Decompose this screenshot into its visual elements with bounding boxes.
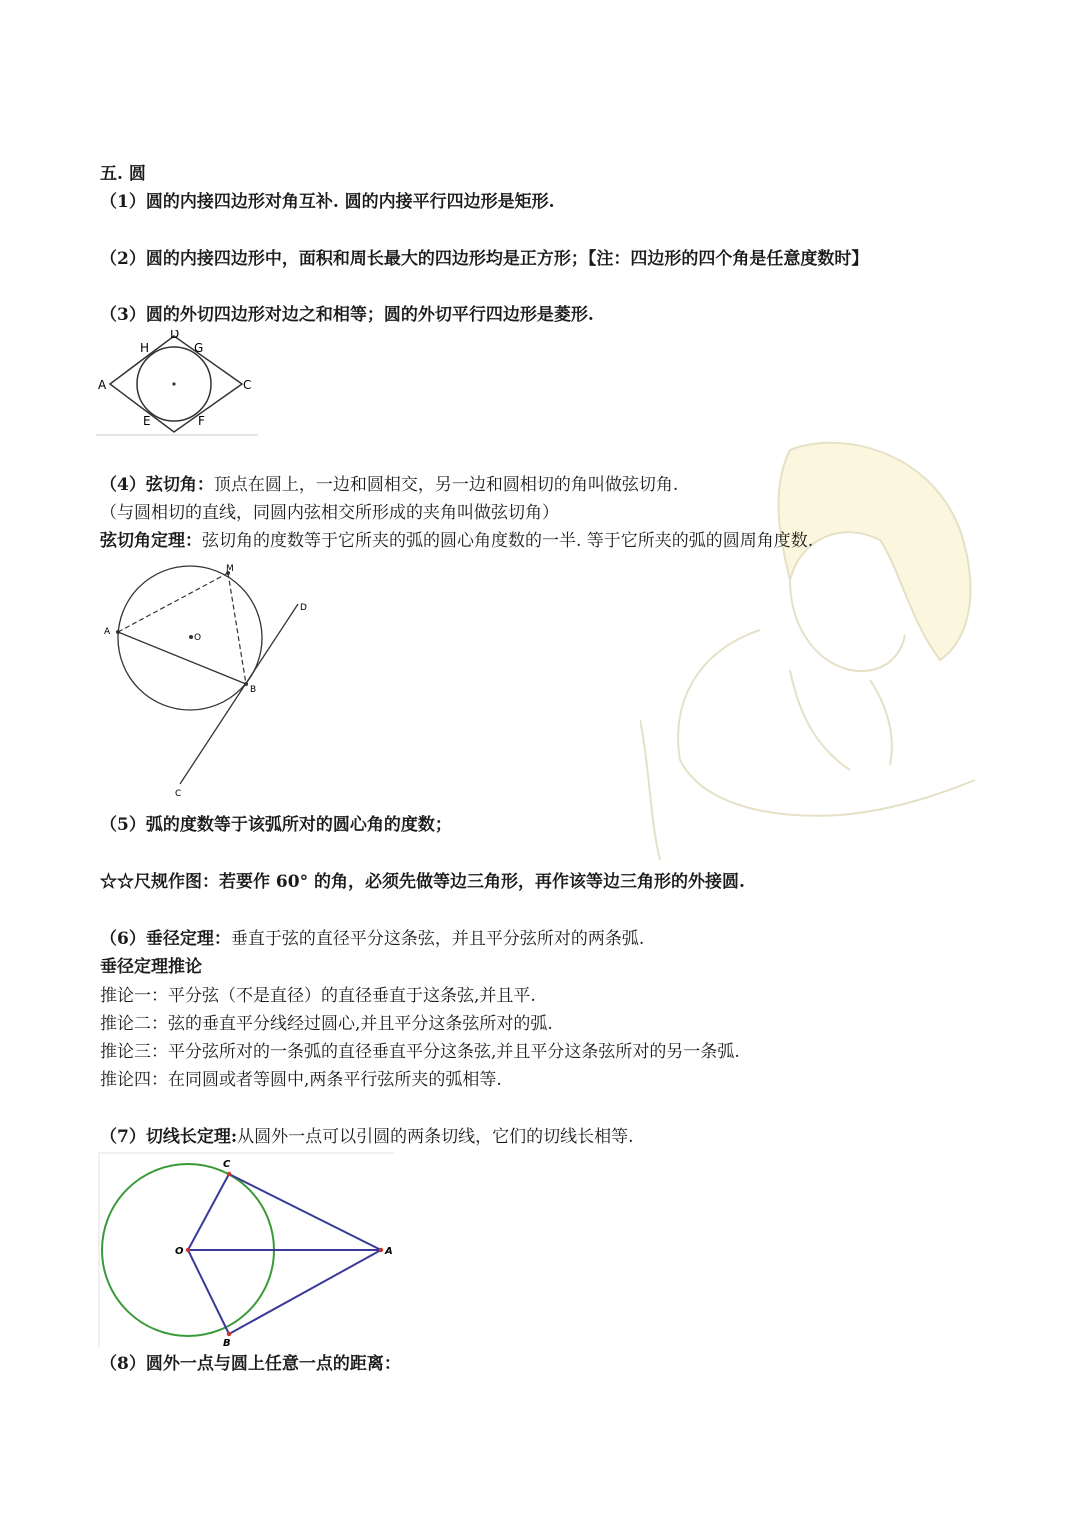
item-7 bbox=[100, 1125, 634, 1149]
label-E: E bbox=[143, 414, 151, 428]
watermark-illustration bbox=[640, 420, 980, 860]
item-3: （3）圆的外切四边形对边之和相等；圆的外切平行四边形是菱形. bbox=[100, 305, 594, 325]
label-O: O bbox=[194, 633, 202, 643]
label-C3: C bbox=[223, 1159, 231, 1170]
corollary-2: 推论二：弦的垂直平分线经过圆心,并且平分这条弦所对的弧. bbox=[100, 1014, 553, 1034]
chord-tangent-figure bbox=[100, 563, 320, 800]
chord-tangent-theorem bbox=[100, 529, 813, 553]
label-A: A bbox=[98, 378, 107, 392]
label-D: D bbox=[170, 330, 180, 341]
label-G: G bbox=[194, 341, 204, 355]
item-4 bbox=[100, 473, 678, 497]
item-5: （5）弧的度数等于该弧所对的圆心角的度数； bbox=[100, 815, 452, 835]
corollary-4: 推论四：在同圆或者等圆中,两条平行弦所夹的弧相等. bbox=[100, 1070, 502, 1090]
item-7-text: 从圆外一点可以引圆的两条切线，它们的切线长相等. bbox=[237, 1127, 634, 1147]
label-D2: D bbox=[300, 603, 307, 613]
theorem-label: 弦切角定理： bbox=[100, 531, 202, 551]
item-4-label: （4）弦切角： bbox=[100, 475, 214, 495]
label-C2: C bbox=[175, 789, 182, 799]
label-H: H bbox=[140, 341, 150, 355]
label-M: M bbox=[226, 564, 234, 574]
label-A3: A bbox=[385, 1246, 393, 1257]
label-C: C bbox=[243, 378, 252, 392]
item-2: （2）圆的内接四边形中，面积和周长最大的四边形均是正方形；【注：四边形的四个角是任意度数时】 bbox=[100, 249, 869, 269]
section-title: 五. 圆 bbox=[100, 164, 146, 184]
label-B3: B bbox=[223, 1338, 231, 1347]
item-4-text: 顶点在圆上，一边和圆相交，另一边和圆相切的角叫做弦切角. bbox=[213, 475, 679, 495]
label-A2: A bbox=[104, 627, 111, 637]
item-1: （1）圆的内接四边形对角互补. 圆的内接平行四边形是矩形. bbox=[100, 192, 555, 212]
item-6-subtitle: 垂径定理推论 bbox=[100, 957, 202, 977]
corollary-3: 推论三：平分弦所对的一条弧的直径垂直平分这条弦,并且平分这条弦所对的另一条弧. bbox=[100, 1042, 740, 1062]
item-6 bbox=[100, 927, 644, 951]
compass-construction: ☆☆尺规作图：若要作 60° 的角，必须先做等边三角形，再作该等边三角形的外接圆. bbox=[100, 872, 745, 892]
item-7-label: （7）切线长定理: bbox=[100, 1127, 238, 1147]
item-4-note: （与圆相切的直线，同圆内弦相交所形成的夹角叫做弦切角） bbox=[100, 503, 559, 523]
item-6-label: （6）垂径定理： bbox=[100, 929, 231, 949]
theorem-text: 弦切角的度数等于它所夹的弧的圆心角度数的一半. 等于它所夹的弧的圆周角度数. bbox=[202, 531, 814, 551]
corollary-1: 推论一：平分弦（不是直径）的直径垂直于这条弦,并且平. bbox=[100, 986, 536, 1006]
label-B: B bbox=[250, 685, 257, 695]
tangent-length-figure bbox=[98, 1152, 396, 1347]
label-F: F bbox=[198, 414, 205, 428]
rhombus-figure bbox=[96, 330, 258, 438]
item-8: （8）圆外一点与圆上任意一点的距离： bbox=[100, 1354, 401, 1374]
label-O3: O bbox=[175, 1246, 184, 1257]
item-6-text: 垂直于弦的直径平分这条弦，并且平分弦所对的两条弧. bbox=[230, 929, 645, 949]
